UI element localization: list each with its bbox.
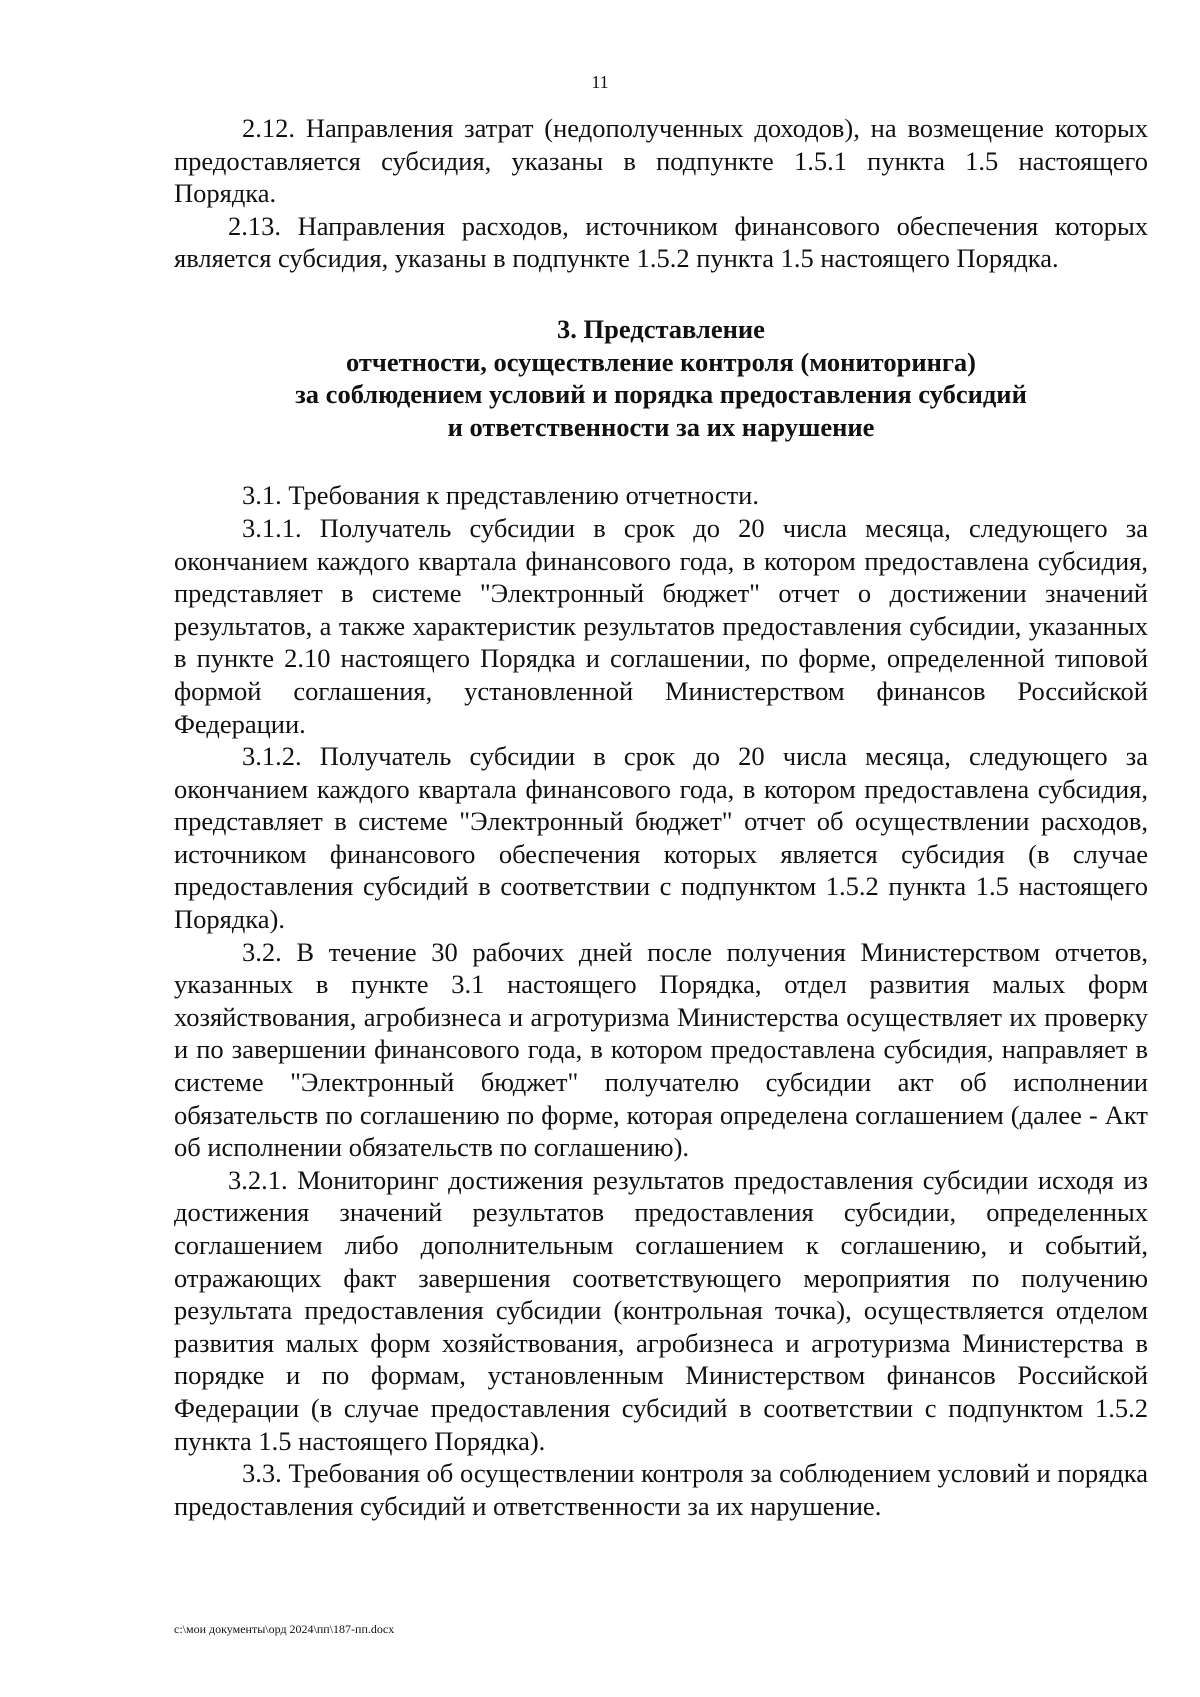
paragraph-3-3: 3.3. Требования об осуществлении контроля за соблюдением условий и порядка предоставления субсидий и ответственности за их нарушение. (174, 1458, 1148, 1521)
paragraph-3-1-2: 3.1.2. Получатель субсидии в срок до 20 числа месяца, следующего за окончанием каждого квартала финансового года, в котором предоставлена субсидия, представляет в системе "Электронный бюджет" отчет об осуществлении расходов, источником финансового обеспечения которых является субсидия (в случае предоставления субсидий в соответствии с подпунктом 1.5.2 пункта 1.5 настоящего Порядка). (174, 741, 1148, 935)
paragraph-3-1: 3.1. Требования к представлению отчетности. (242, 480, 759, 511)
section-3-heading (174, 313, 1148, 443)
heading-line: и ответственности за их нарушение (447, 411, 875, 442)
paragraph-3-2: 3.2. В течение 30 рабочих дней после получения Министерством отчетов, указанных в пункте 3.1 настоящего Порядка, отдел развития малых форм хозяйствования, агробизнеса и агротуризма Министерства осуществляет их проверку и по завершении финансового года, в котором предоставлена субсидия, направляет в системе "Электронный бюджет" получателю субсидии акт об исполнении обязательств по соглашению по форме, которая определена соглашением (далее - Акт об исполнении обязательств по соглашению). (174, 936, 1148, 1163)
page-number: 11 (591, 72, 609, 92)
document-body (174, 112, 1148, 1522)
heading-line: отчетности, осуществление контроля (мониторинга) (346, 346, 976, 377)
paragraph-3-1-1: 3.1.1. Получатель субсидии в срок до 20 числа месяца, следующего за окончанием каждого квартала финансового года, в котором предоставлена субсидия, представляет в системе "Электронный бюджет" отчет о достижении значений результатов, а также характеристик результатов предоставления субсидии, указанных в пункте 2.10 настоящего Порядка и соглашении, по форме, определенной типовой формой соглашения, установленной Министерством финансов Российской Федерации. (174, 512, 1148, 739)
paragraph-3-2-1: 3.2.1. Мониторинг достижения результатов предоставления субсидии исходя из достижения значений результатов предоставления субсидии, определенных соглашением либо дополнительным соглашением к соглашению, и событий, отражающих факт завершения соответствующего мероприятия по получению результата предоставления субсидии (контрольная точка), осуществляется отделом развития малых форм хозяйствования, агробизнеса и агротуризма Министерства в порядке и по формам, установленным Министерством финансов Российской Федерации (в случае предоставления субсидий в соответствии с подпунктом 1.5.2 пункта 1.5 настоящего Порядка). (174, 1164, 1148, 1456)
heading-line: за соблюдением условий и порядка предоставления субсидий (295, 379, 1027, 410)
paragraph-2-12: 2.12. Направления затрат (недополученных доходов), на возмещение которых предоставляется субсидия, указаны в подпункте 1.5.1 пункта 1.5 настоящего Порядка. (174, 113, 1148, 209)
heading-line: 3. Представление (557, 313, 765, 344)
file-path-footer: c:\мои документы\орд 2024\пп\187-пп.docx (174, 1622, 395, 1636)
paragraph-2-13: 2.13. Направления расходов, источником финансового обеспечения которых является субсидия, указаны в подпункте 1.5.2 пункта 1.5 настоящего Порядка. (174, 210, 1148, 274)
